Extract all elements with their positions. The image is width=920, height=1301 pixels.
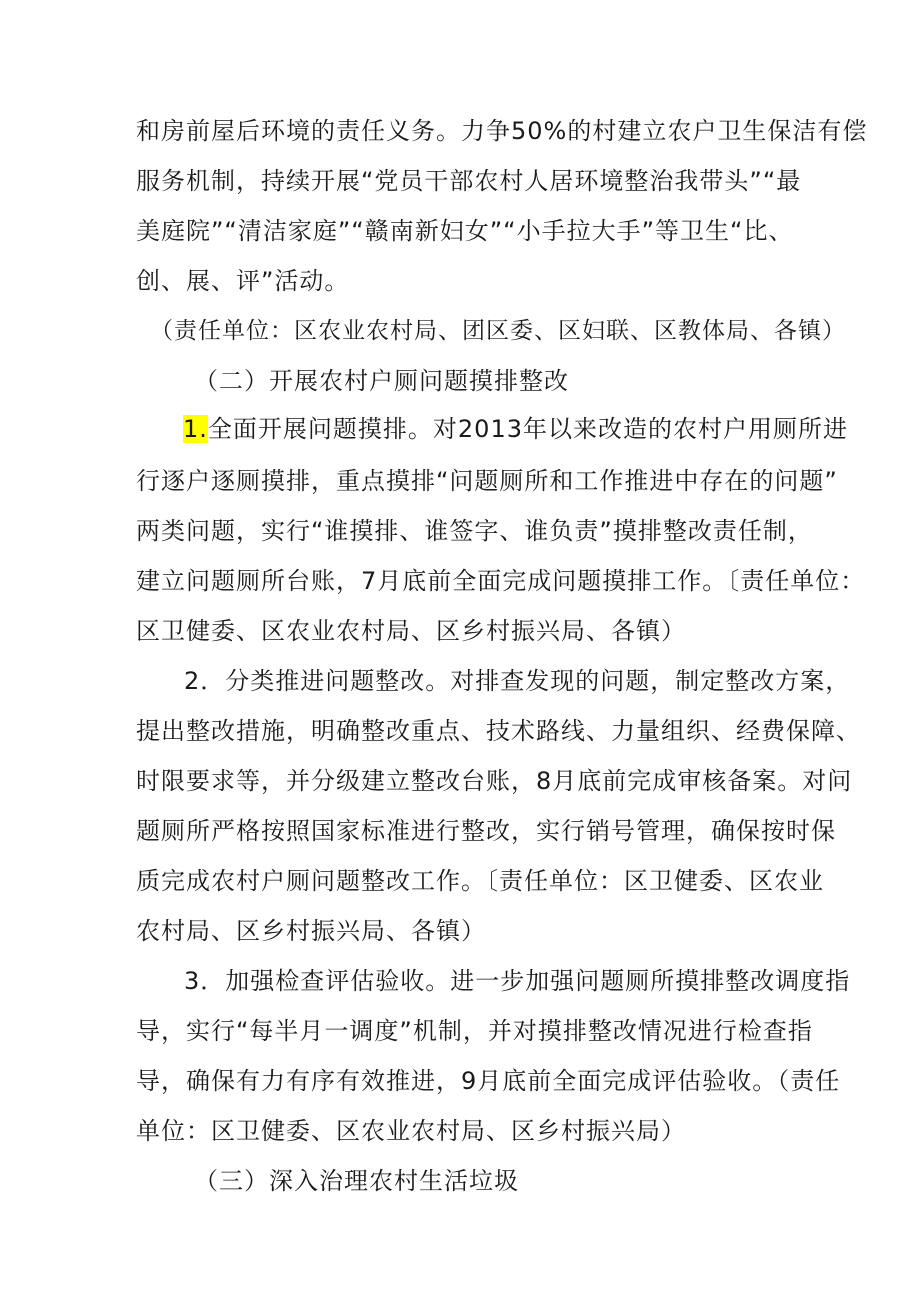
list-item-text: 全面开展问题摸排。对2013年以来改造的农村户用厕所进 — [207, 415, 848, 443]
paragraph-line: 美庭院”“清洁家庭”“赣南新妇女”“小手拉大手”等卫生“比、 — [136, 217, 794, 245]
paragraph-line: 提出整改措施，明确整改重点、技术路线、力量组织、经费保障、 — [136, 717, 861, 745]
highlighted-item-number: 1. — [183, 415, 208, 443]
paragraph-line: 农村局、区乡村振兴局、各镇） — [136, 917, 486, 945]
section-heading-2: （二）开展农村户厕问题摸排整改 — [194, 367, 569, 395]
section-heading-3: （三）深入治理农村生活垃圾 — [194, 1167, 519, 1195]
paragraph-line: 单位：区卫健委、区农业农村局、区乡村振兴局） — [136, 1117, 686, 1145]
paragraph-line: 区卫健委、区农业农村局、区乡村振兴局、各镇） — [136, 617, 686, 645]
paragraph-line: 题厕所严格按照国家标准进行整改，实行销号管理，确保按时保 — [136, 817, 836, 845]
paragraph-line: 时限要求等，并分级建立整改台账，8月底前完成审核备案。对问 — [136, 767, 853, 795]
list-item-2-first-line: 2．分类推进问题整改。对排查发现的问题，制定整改方案， — [184, 667, 851, 695]
responsibility-note: （责任单位：区农业农村局、团区委、区妇联、区教体局、各镇） — [150, 318, 846, 344]
paragraph-line: 和房前屋后环境的责任义务。力争50%的村建立农户卫生保洁有偿 — [136, 117, 868, 145]
list-item-3-first-line: 3．加强检查评估验收。进一步加强问题厕所摸排整改调度指 — [184, 967, 851, 995]
paragraph-line: 行逐户逐厕摸排，重点摸排“问题厕所和工作推进中存在的问题” — [136, 467, 838, 495]
paragraph-line: 建立问题厕所台账，7月底前全面完成问题摸排工作。〔责任单位： — [136, 567, 866, 595]
paragraph-line: 创、展、评”活动。 — [136, 267, 350, 295]
paragraph-line: 导，确保有力有序有效推进，9月底前全面完成评估验收。（责任 — [136, 1067, 841, 1095]
paragraph-line: 两类问题，实行“谁摸排、谁签字、谁负责”摸排整改责任制， — [136, 517, 813, 545]
paragraph-line: 质完成农村户厕问题整改工作。〔责任单位：区卫健委、区农业 — [136, 867, 824, 895]
list-item-1-first-line — [183, 414, 848, 444]
paragraph-line: 导，实行“每半月一调度”机制，并对摸排整改情况进行检查指 — [136, 1017, 813, 1045]
paragraph-line: 服务机制，持续开展“党员干部农村人居环境整治我带头”“最 — [136, 167, 802, 195]
